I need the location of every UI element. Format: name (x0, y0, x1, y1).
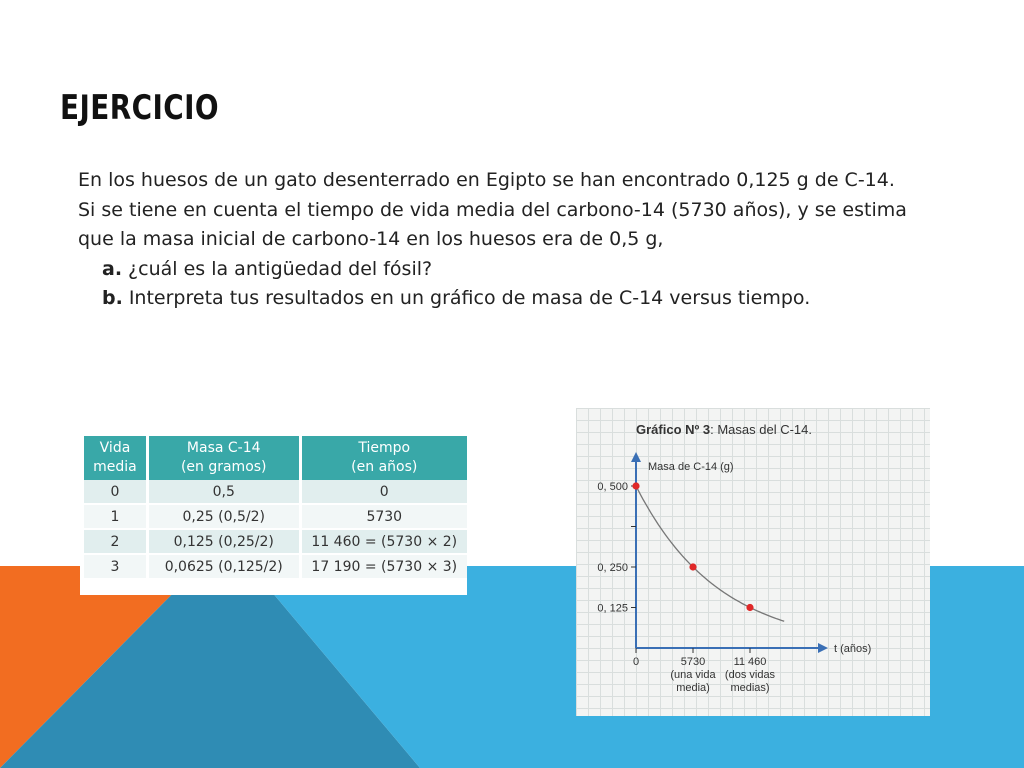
header-tiempo: Tiempo (en años) (302, 436, 467, 480)
data-point (689, 563, 696, 570)
table-cell: 17 190 = (5730 × 3) (302, 555, 467, 580)
data-point (632, 482, 639, 489)
table-cell: 0,0625 (0,125/2) (149, 555, 302, 580)
slide-title: EJERCICIO (60, 88, 219, 128)
x-axis-arrow (818, 643, 828, 653)
table-cell: 0,125 (0,25/2) (149, 530, 302, 555)
c14-graph-panel (576, 408, 930, 716)
header-vida-media: Vida media (84, 436, 149, 480)
question-label: a. (102, 257, 123, 280)
table-row (84, 555, 467, 580)
table-cell: 0,25 (0,5/2) (149, 505, 302, 530)
y-axis-arrow (631, 452, 641, 462)
problem-line: Si se tiene en cuenta el tiempo de vida media del carbono-14 (5730 años), y se estima (78, 198, 907, 221)
y-tick-label: 0, 500 (597, 481, 628, 493)
x-tick-label: media) (676, 682, 710, 694)
table-row (84, 530, 467, 555)
table-header-row (84, 436, 467, 480)
table-cell: 0 (84, 480, 149, 505)
x-tick-label: (una vida (670, 669, 716, 681)
half-life-table (84, 436, 467, 580)
problem-statement (78, 166, 978, 314)
table-cell: 3 (84, 555, 149, 580)
table-row (84, 505, 467, 530)
y-tick-label: 0, 250 (597, 562, 628, 574)
x-tick-label: 11 460 (733, 656, 767, 668)
half-life-table-panel (80, 432, 467, 595)
chart-title: Gráfico Nº 3: Masas del C-14. (636, 422, 812, 437)
question-a (78, 255, 978, 285)
y-axis-label: Masa de C-14 (g) (648, 461, 734, 473)
table-cell: 5730 (302, 505, 467, 530)
c14-decay-chart (576, 408, 930, 716)
x-axis-label: t (años) (834, 643, 872, 655)
question-text: ¿cuál es la antigüedad del fósil? (128, 257, 433, 280)
question-b (78, 284, 978, 314)
x-tick-label: medias) (730, 682, 770, 694)
question-text: Interpreta tus resultados en un gráfico de masa de C-14 versus tiempo. (128, 287, 811, 309)
problem-line: En los huesos de un gato desenterrado en Egipto se han encontrado 0,125 g de C-14. (78, 169, 895, 191)
table-cell: 0,5 (149, 480, 302, 505)
question-label: b. (102, 287, 123, 309)
table-cell: 0 (302, 480, 467, 505)
header-masa: Masa C-14 (en gramos) (149, 436, 302, 480)
table-cell: 1 (84, 505, 149, 530)
table-row (84, 480, 467, 505)
data-point (746, 604, 753, 611)
table-cell: 2 (84, 530, 149, 555)
problem-line: que la masa inicial de carbono-14 en los huesos era de 0,5 g, (78, 228, 664, 250)
decay-curve (636, 486, 784, 621)
x-tick-label: (dos vidas (724, 669, 776, 681)
x-tick-label: 0 (632, 656, 640, 668)
table-cell: 11 460 = (5730 × 2) (302, 530, 467, 555)
y-tick-label: 0, 125 (597, 602, 628, 615)
x-tick-label: 5730 (680, 656, 706, 668)
